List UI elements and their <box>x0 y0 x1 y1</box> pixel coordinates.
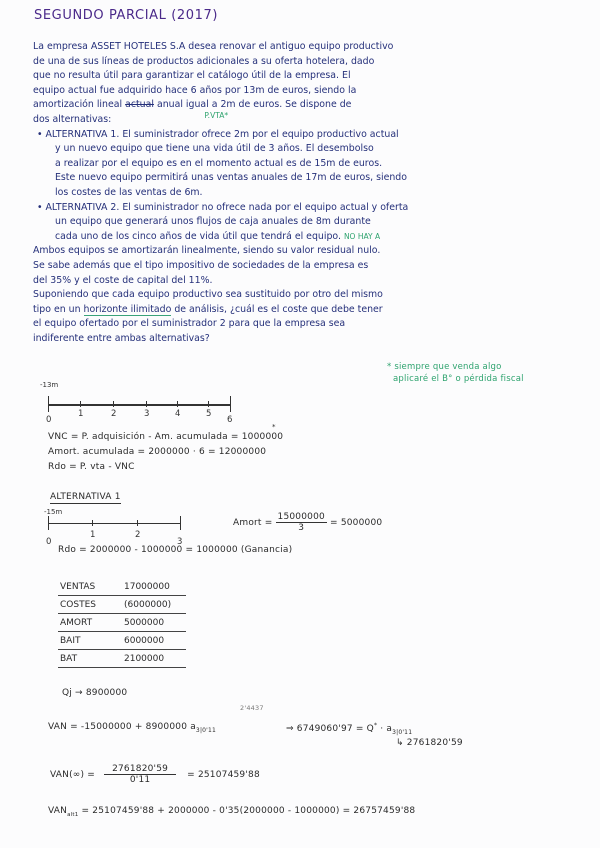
rest-line: Ambos equipos se amortizarán linealmente, siendo su valor residual nulo. <box>33 245 381 257</box>
row-value: 2100000 <box>124 654 165 664</box>
rest-text: tipo en un <box>33 303 81 315</box>
alt1-line: los costes de las ventas de 6m. <box>55 186 203 198</box>
timeline-tick <box>177 401 178 407</box>
timeline-tick <box>113 401 114 407</box>
amort-label: Amort = <box>233 518 273 528</box>
row-value: (6000000) <box>124 600 172 610</box>
tick-label: 2 <box>111 409 117 419</box>
statement-line-amortization <box>33 98 593 113</box>
table-row <box>58 632 186 650</box>
rest-line: indiferente entre ambas alternativas? <box>33 332 210 344</box>
fraction <box>104 764 176 785</box>
row-label: AMORT <box>60 618 93 628</box>
asterisk-mark: * <box>272 423 276 431</box>
green-annotation-pvta: P.VTA* <box>204 110 229 120</box>
tick-label: 1 <box>78 409 84 419</box>
rest-line: del 35% y el coste de capital del 11%. <box>33 274 213 286</box>
van-total-label: VAN <box>48 806 68 816</box>
alt1-line: Este nuevo equipo permitirá unas ventas anuales de 17m de euros, siendo <box>55 172 407 184</box>
row-label: VENTAS <box>60 582 96 592</box>
formula-vnc <box>48 432 283 442</box>
statement-line: La empresa ASSET HOTELES S.A desea renovar el antiguo equipo productivo <box>33 41 394 52</box>
income-table <box>58 578 186 668</box>
fraction-denominator: 0'11 <box>129 775 151 785</box>
alt1-line: y un nuevo equipo que tiene una vida útil de 3 años. El desembolso <box>55 143 374 155</box>
alternative-1-block <box>37 128 593 201</box>
timeline-start-label: -15m <box>44 508 63 516</box>
van-result-text: ⇒ 6749060'97 = Q <box>286 724 374 734</box>
page-title: SEGUNDO PARCIAL (2017) <box>34 8 219 23</box>
formula-text: VNC = P. adquisición - Am. acumulada = 1000000 <box>48 432 284 442</box>
tick-label: 2 <box>135 530 141 540</box>
amort-result: = 5000000 <box>330 518 383 528</box>
timeline-tick <box>208 401 209 407</box>
timeline-start-label: -13m <box>40 381 59 389</box>
formula-amort-alt1 <box>233 512 382 533</box>
green-side-note <box>387 361 524 385</box>
tick-label: 3 <box>177 537 183 547</box>
row-value: 6000000 <box>124 636 165 646</box>
statement-line: de una de sus líneas de productos adicionales a su oferta hotelera, dado <box>33 55 375 67</box>
formula-result: Rdo = P. vta - VNC <box>48 462 135 472</box>
timeline-tick <box>48 396 49 412</box>
row-label: BAIT <box>60 636 81 646</box>
rest-line: Suponiendo que cada equipo productivo sea sustituido por otro del mismo <box>33 289 383 301</box>
statement-text: amortización lineal <box>33 99 123 111</box>
cash-flow-qj: Qj → 8900000 <box>62 688 128 698</box>
table-row <box>58 596 186 614</box>
tick-label: 1 <box>90 530 96 540</box>
alt2-line: • ALTERNATIVA 2. El suministrador no ofrece nada por el equipo actual y oferta <box>37 201 409 213</box>
alt2-line: un equipo que generará unos flujos de caja anuales de 8m durante <box>55 216 371 228</box>
section-title-alt1 <box>50 492 121 502</box>
statement-line: equipo actual fue adquirido hace 6 años por 13m de euros, siendo la <box>33 84 357 96</box>
timeline-axis <box>48 523 180 524</box>
rest-line-horizon <box>33 303 593 318</box>
fraction-denominator: 3 <box>298 523 305 533</box>
timeline-tick <box>80 401 81 407</box>
tick-label: 0 <box>46 415 52 425</box>
q-annuity: · a <box>380 724 393 734</box>
timeline-alternative-1 <box>44 508 194 548</box>
statement-text: dos alternativas: <box>33 113 112 125</box>
alt2-line <box>37 230 593 245</box>
row-label: BAT <box>60 654 78 664</box>
note-line: * siempre que venda algo <box>387 362 502 372</box>
rest-line: el equipo ofertado por el suministrador 2 para que la empresa sea <box>33 318 346 330</box>
rest-text: de análisis, ¿cuál es el coste que debe tener <box>174 303 383 315</box>
section-title-text: ALTERNATIVA 1 <box>50 492 121 502</box>
table-row <box>58 614 186 632</box>
table-row <box>58 650 186 668</box>
alt1-line: • ALTERNATIVA 1. El suministrador ofrece 2m por el equipo productivo actual <box>37 128 399 140</box>
annuity-factor-note: 2'4437 <box>240 704 264 712</box>
formula-amortization: Amort. acumulada = 2000000 · 6 = 12000000 <box>48 447 267 457</box>
rest-line: Se sabe además que el tipo impositivo de sociedades de la empresa es <box>33 259 369 271</box>
fraction-numerator: 15000000 <box>277 512 325 522</box>
fraction-numerator: 2761820'59 <box>104 764 176 775</box>
timeline-axis <box>48 404 230 406</box>
alt1-line: a realizar por el equipo es en el momento actual es de 15m de euros. <box>55 157 383 169</box>
tick-label: 6 <box>227 415 233 425</box>
fraction <box>276 512 327 533</box>
van-infinite-result: = 25107459'88 <box>187 770 260 780</box>
timeline-tick <box>92 520 93 526</box>
van-infinite-label: VAN(∞) = <box>50 770 95 780</box>
van-total-expression: = 25107459'88 + 2000000 - 0'35(2000000 - 1000000) = 26757459'88 <box>81 806 416 816</box>
annuity-subscript: 3|0'11 <box>195 726 217 734</box>
tick-label: 5 <box>206 409 212 419</box>
formula-rdo-alt1: Rdo = 2000000 - 1000000 = 1000000 (Ganancia) <box>58 545 293 555</box>
note-line: aplicaré el B° o pérdida fiscal <box>393 374 524 384</box>
row-value: 17000000 <box>124 582 170 592</box>
row-label: COSTES <box>60 600 96 610</box>
equivalent-annual-flow: ↳ 2761820'59 <box>396 738 463 748</box>
timeline-tick <box>146 401 147 407</box>
tick-label: 3 <box>144 409 150 419</box>
van-total-subscript: alt1 <box>67 811 79 818</box>
statement-line <box>33 110 593 128</box>
alt2-text: cada uno de los cinco años de vida útil que tendrá el equipo. <box>55 230 341 242</box>
timeline-current-equipment <box>40 381 240 425</box>
formula-van-total <box>48 806 415 818</box>
table-row <box>58 578 186 596</box>
underlined-horizon: horizonte ilimitado <box>83 303 172 315</box>
statement-line: que no resulta útil para garantizar el catálogo útil de la empresa. El <box>33 70 351 82</box>
row-value: 5000000 <box>124 618 165 628</box>
annuity-subscript: 3|0'11 <box>392 728 413 736</box>
formula-van-infinite <box>50 764 260 785</box>
timeline-tick <box>180 516 181 530</box>
green-annotation-no-hay: NO HAY A <box>343 231 381 241</box>
timeline-tick <box>48 516 49 530</box>
problem-statement <box>33 40 593 346</box>
statement-text: anual igual a 2m de euros. Se dispone de <box>156 99 352 111</box>
van-text: VAN = -15000000 + 8900000 a <box>48 722 196 732</box>
tick-label: 0 <box>46 537 52 547</box>
alternative-2-block <box>37 201 593 245</box>
timeline-tick <box>230 396 231 412</box>
formula-van <box>48 722 216 734</box>
timeline-tick <box>137 520 138 526</box>
formula-van-result: ⇒ $6749060'97 = Q^* \cdot a_{3|0'11}$ <box>286 722 413 736</box>
tick-label: 4 <box>175 409 181 419</box>
struck-word: actual <box>125 99 154 111</box>
